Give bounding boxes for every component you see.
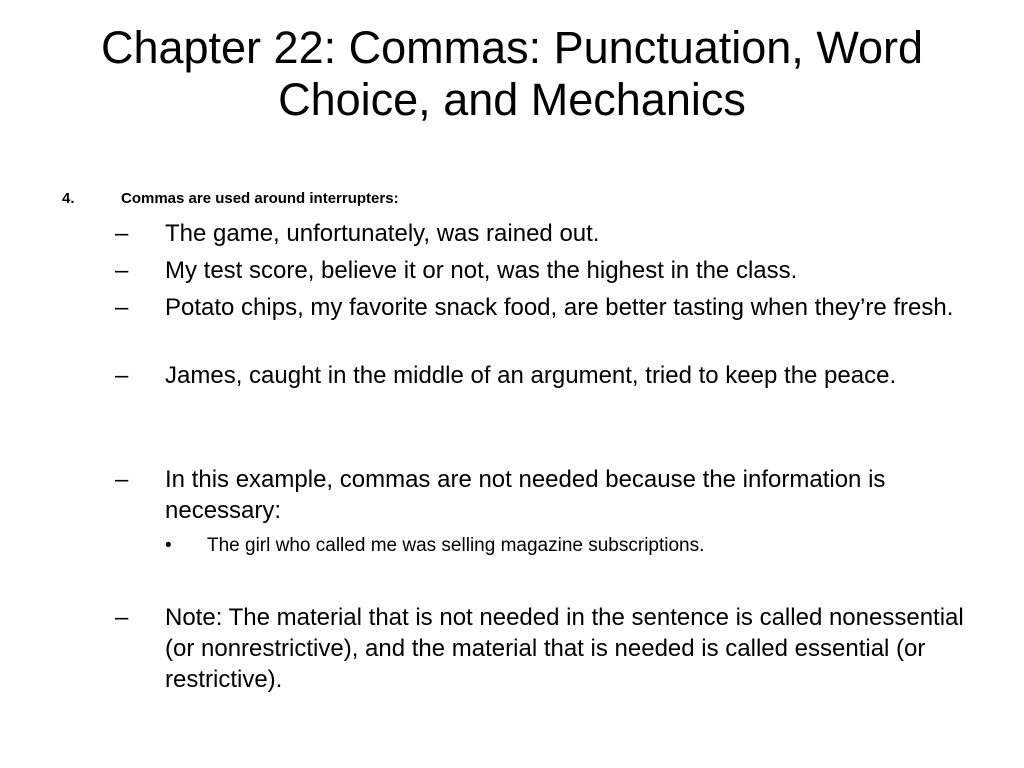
list-item-text: In this example, commas are not needed because the information is necessary:: [165, 466, 886, 524]
list-item: [115, 360, 975, 391]
list-item: [115, 602, 975, 695]
point-text: Commas are used around interrupters:: [121, 190, 399, 207]
list-item: [115, 464, 975, 526]
dash-marker: –: [115, 220, 129, 247]
sub-list-item-text: The girl who called me was selling magazine subscriptions.: [207, 535, 705, 556]
slide-title: Chapter 22: Commas: Punctuation, Word Choice, and Mechanics: [100, 22, 924, 125]
dash-marker: –: [115, 604, 129, 631]
sub-list-item: [165, 534, 965, 558]
bullet-marker: •: [165, 535, 172, 556]
list-item-text: James, caught in the middle of an argument, tried to keep the peace.: [165, 362, 897, 389]
list-item-text: My test score, believe it or not, was the highest in the class.: [165, 257, 798, 284]
list-item-text: Potato chips, my favorite snack food, are better tasting when they’re fresh.: [165, 294, 954, 321]
list-item: [115, 255, 975, 286]
dash-marker: –: [115, 257, 129, 284]
dash-marker: –: [115, 294, 129, 321]
dash-marker: –: [115, 466, 129, 493]
list-item: [115, 218, 975, 249]
dash-marker: –: [115, 362, 129, 389]
list-item-text: Note: The material that is not needed in the sentence is called nonessential (or nonrestrictive), and the material that is needed is called essential (or restrictive).: [165, 604, 964, 693]
point-number: 4.: [62, 190, 75, 207]
list-item-text: The game, unfortunately, was rained out.: [165, 220, 600, 247]
list-item: [115, 292, 975, 323]
